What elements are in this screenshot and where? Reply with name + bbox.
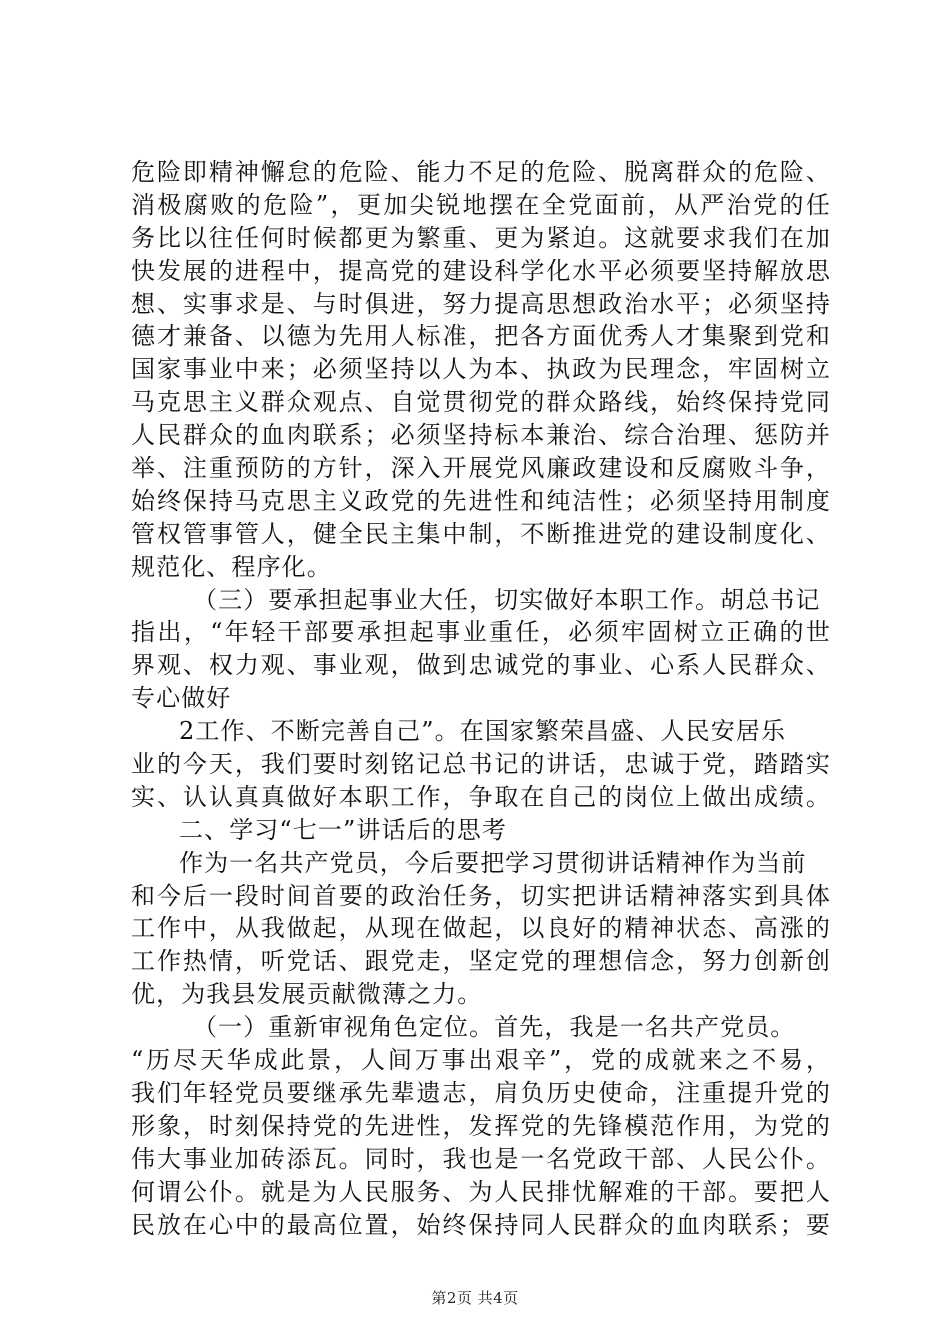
text-line: 实、认认真真做好本职工作，争取在自己的岗位上做出成绩。 <box>131 782 831 811</box>
page-number-footer: 第2页 共4页 <box>431 1289 519 1307</box>
text-line: 想、实事求是、与时俱进，努力提高思想政治水平；必须坚持 <box>131 289 831 318</box>
text-line: 指出，“年轻干部要承担起事业重任，必须牢固树立正确的世 <box>131 618 831 647</box>
text-line: 形象，时刻保持党的先进性，发挥党的先锋模范作用，为党的 <box>131 1111 831 1140</box>
text-line: 界观、权力观、事业观，做到忠诚党的事业、心系人民群众、 <box>131 651 831 680</box>
text-line: 管权管事管人，健全民主集中制，不断推进党的建设制度化、 <box>131 519 831 548</box>
text-line: 民放在心中的最高位置，始终保持同人民群众的血肉联系；要 <box>131 1210 831 1239</box>
text-line: 和今后一段时间首要的政治任务，切实把讲话精神落实到具体 <box>131 881 831 910</box>
text-line: 我们年轻党员要继承先辈遗志，肩负历史使命，注重提升党的 <box>131 1078 831 1107</box>
text-line: 危险即精神懈怠的危险、能力不足的危险、脱离群众的危险、 <box>131 158 831 186</box>
section-heading-line: （一）重新审视角色定位。首先，我是一名共产党员。 <box>193 1013 796 1042</box>
text-line: 专心做好 <box>131 684 232 713</box>
text-line: 2工作、不断完善自己”。在国家繁荣昌盛、人民安居乐 <box>179 717 787 746</box>
section-heading-line: （三）要承担起事业大任，切实做好本职工作。胡总书记 <box>193 585 821 614</box>
text-line: 作为一名共产党员，今后要把学习贯彻讲话精神作为当前 <box>179 848 807 877</box>
text-line: 伟大事业加砖添瓦。同时，我也是一名党政干部、人民公仆。 <box>131 1144 831 1173</box>
text-line: 工作中，从我做起，从现在做起，以良好的精神状态、高涨的 <box>131 914 831 943</box>
text-line: 德才兼备、以德为先用人标准，把各方面优秀人才集聚到党和 <box>131 322 831 351</box>
text-line: 快发展的进程中，提高党的建设科学化水平必须要坚持解放思 <box>131 256 831 285</box>
text-line: 何谓公仆。就是为人民服务、为人民排忧解难的干部。要把人 <box>131 1177 831 1206</box>
text-line: 规范化、程序化。 <box>131 552 332 581</box>
text-line: 举、注重预防的方针，深入开展党风廉政建设和反腐败斗争， <box>131 454 831 483</box>
section-heading: 二、学习“七一”讲话后的思考 <box>179 815 507 844</box>
text-line: 始终保持马克思主义政党的先进性和纯洁性；必须坚持用制度 <box>131 486 831 515</box>
text-line: 务比以往任何时候都更为繁重、更为紧迫。这就要求我们在加 <box>131 223 831 252</box>
text-line: 人民群众的血肉联系；必须坚持标本兼治、综合治理、惩防并 <box>131 421 831 450</box>
text-line: “历尽天华成此景，人间万事出艰辛”，党的成就来之不易， <box>131 1046 831 1075</box>
text-line: 国家事业中来；必须坚持以人为本、执政为民理念，牢固树立 <box>131 355 831 384</box>
text-line: 优，为我县发展贡献微薄之力。 <box>131 980 483 1009</box>
body-text <box>131 156 831 1241</box>
text-line: 消极腐败的危险”，更加尖锐地摆在全党面前，从严治党的任 <box>131 190 831 219</box>
text-line: 业的今天，我们要时刻铭记总书记的讲话，忠诚于党，踏踏实 <box>131 750 831 779</box>
text-line: 工作热情，听党话、跟党走，坚定党的理想信念，努力创新创 <box>131 947 831 976</box>
text-line: 马克思主义群众观点、自觉贯彻党的群众路线，始终保持党同 <box>131 388 831 417</box>
